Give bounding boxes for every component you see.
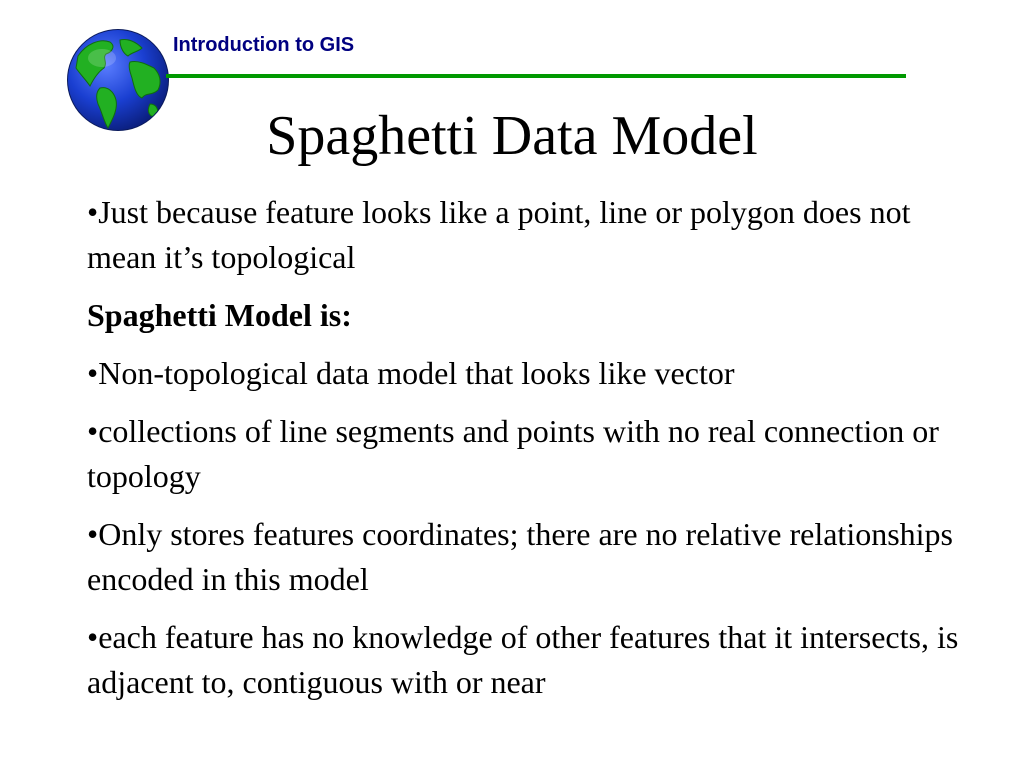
header-divider <box>166 74 906 78</box>
bullet-list <box>87 190 987 718</box>
bullet-item: •Non-topological data model that looks like vector <box>87 355 735 391</box>
bullet-item: •Only stores features coordinates; there are no relative relationships encoded in this model <box>87 516 953 597</box>
bullet-item: •Just because feature looks like a point, line or polygon does not mean it’s topological <box>87 194 911 275</box>
bullet-item: •collections of line segments and points with no real connection or topology <box>87 413 939 494</box>
course-label: Introduction to GIS <box>173 34 355 56</box>
slide-title: Spaghetti Data Model <box>266 105 758 167</box>
bullet-item: •each feature has no knowledge of other features that it intersects, is adjacent to, contiguous with or near <box>87 619 959 700</box>
section-heading: Spaghetti Model is: <box>87 297 352 333</box>
